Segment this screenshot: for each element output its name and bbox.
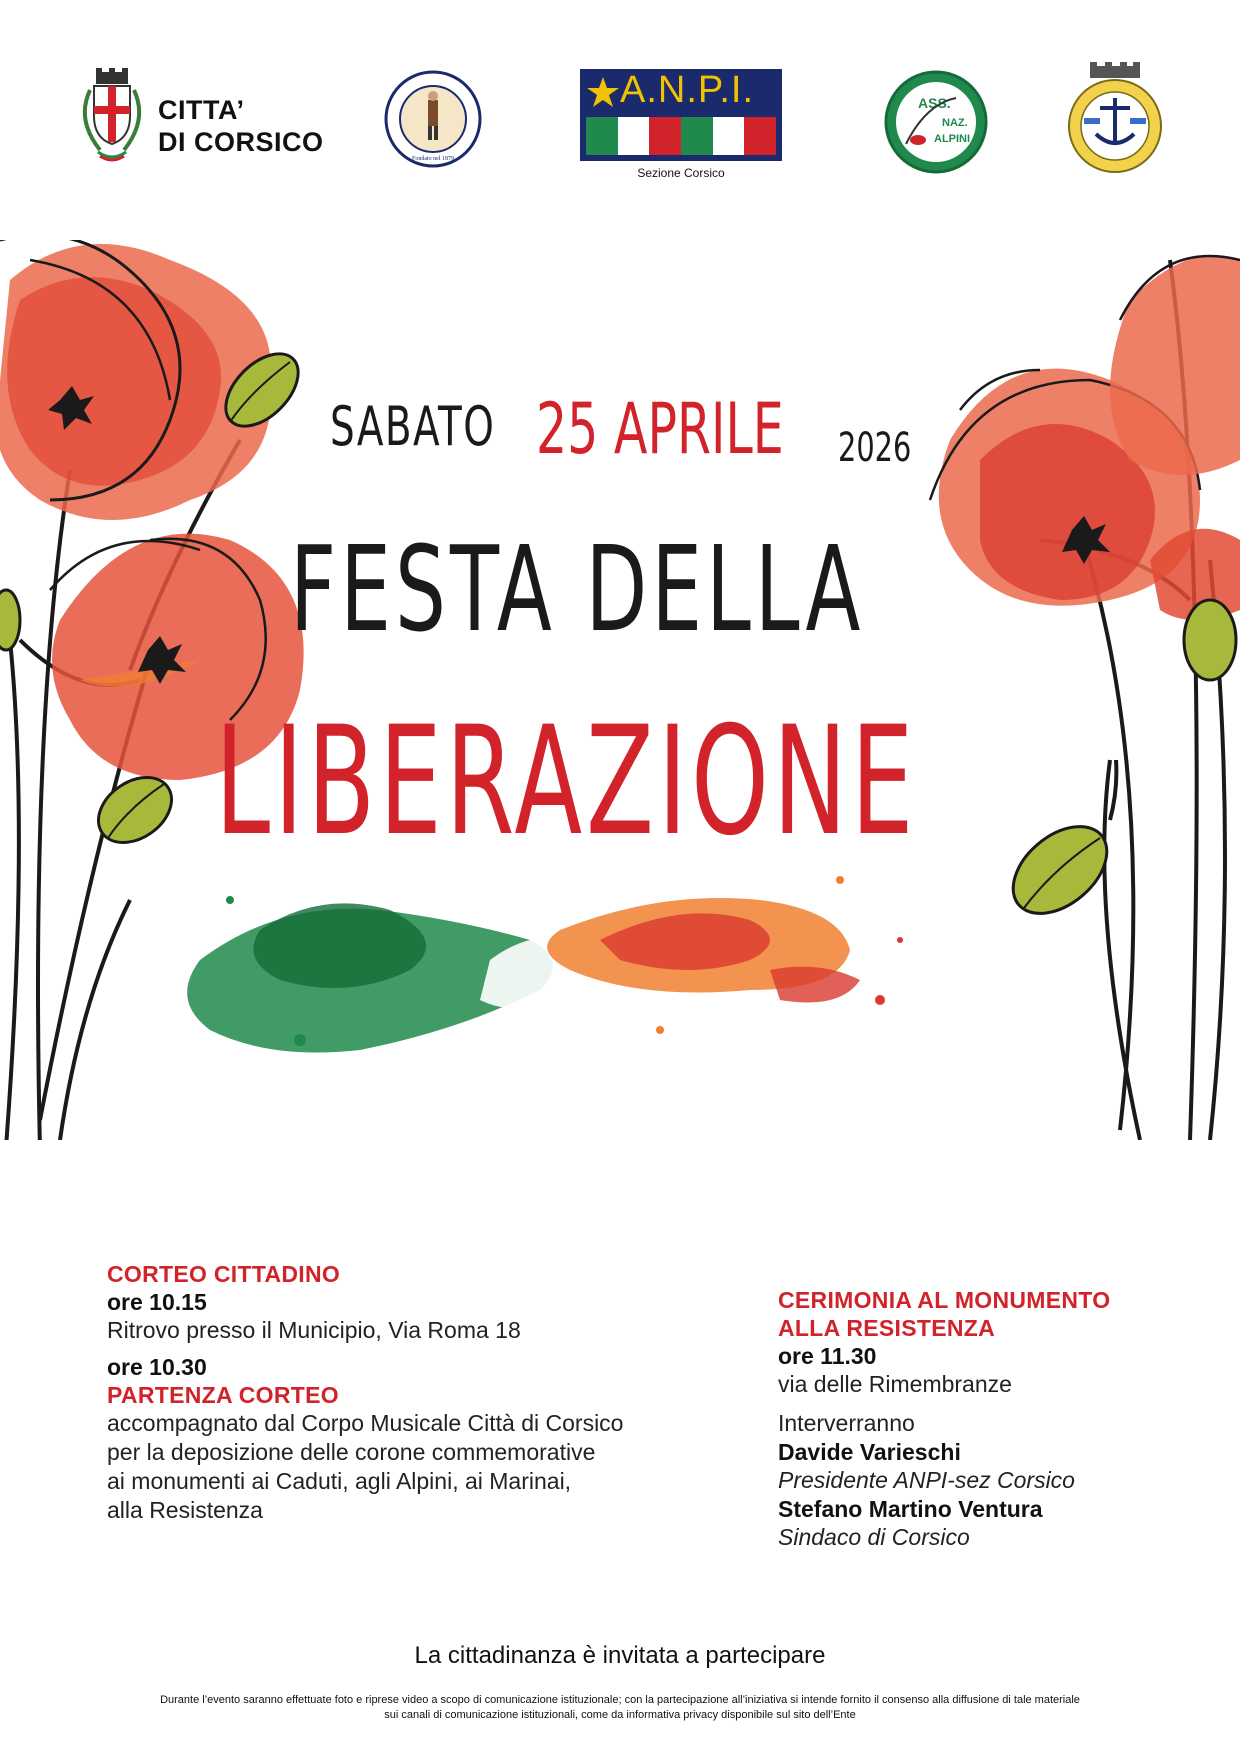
alpini-line1: ASS.: [918, 95, 951, 111]
anpi-label: A.N.P.I.: [620, 69, 755, 111]
city-name-line2: DI CORSICO: [158, 127, 324, 157]
title-line1: FESTA DELLA: [290, 520, 865, 658]
disclaimer-line2: sui canali di comunicazione istituzionali, come da informativa privacy disponibile sul sito dell’Ente: [384, 1709, 856, 1721]
bud-right-edge: [1184, 600, 1236, 680]
program-right: [778, 1286, 1198, 1552]
event-year: 2026: [838, 425, 912, 471]
poppies-illustration: [0, 240, 1240, 1140]
speaker2-role: Sindaco di Corsico: [778, 1524, 970, 1550]
speakers-intro: Interverranno: [778, 1410, 915, 1436]
tricolor-splash: [187, 876, 903, 1053]
corpo-musicale-founded: Fondato nel 1879: [412, 156, 454, 162]
logos-row: [0, 60, 1240, 190]
city-name: [158, 94, 324, 158]
alpini-line3: ALPINI: [934, 133, 971, 145]
bud-left-edge: [0, 590, 20, 650]
partenza-title: PARTENZA CORTEO: [107, 1382, 339, 1408]
speaker2-name: Stefano Martino Ventura: [778, 1496, 1043, 1522]
event-date-main: 25 APRILE: [536, 388, 784, 470]
corteo-place: Ritrovo presso il Municipio, Via Roma 18: [107, 1317, 521, 1343]
partenza-desc-line1: accompagnato dal Corpo Musicale Città di Corsico: [107, 1410, 624, 1436]
anpi-flag: [586, 117, 776, 155]
corteo-title: CORTEO CITTADINO: [107, 1261, 341, 1287]
partenza-desc-line3: ai monumenti ai Caduti, agli Alpini, ai Marinai,: [107, 1468, 572, 1494]
privacy-disclaimer: [60, 1693, 1180, 1723]
cerimonia-place: via delle Rimembranze: [778, 1371, 1012, 1397]
poppy-right-top: [1110, 255, 1240, 475]
cerimonia-time: ore 11.30: [778, 1343, 877, 1369]
alpini-line2: NAZ.: [942, 117, 968, 129]
speaker1-role: Presidente ANPI-sez Corsico: [778, 1467, 1075, 1493]
corpo-musicale-logo-icon: [384, 70, 482, 168]
anpi-logo: [580, 69, 782, 161]
event-day: SABATO: [330, 395, 496, 458]
alpini-logo-icon: [884, 70, 988, 174]
partenza-time: ore 10.30: [107, 1354, 207, 1380]
corteo-time: ore 10.15: [107, 1289, 207, 1315]
program-left: [107, 1260, 747, 1525]
title-line2: LIBERAZIONE: [215, 695, 918, 869]
city-name-line1: CITTA’: [158, 95, 245, 125]
event-date: [330, 395, 560, 458]
marinai-logo-icon: [1060, 62, 1170, 178]
poppy-left-top: [0, 240, 271, 520]
corsico-crest-icon: [72, 68, 152, 166]
partenza-desc-line2: per la deposizione delle corone commemorative: [107, 1439, 596, 1465]
cerimonia-title-line1: CERIMONIA AL MONUMENTO: [778, 1287, 1111, 1313]
partenza-desc-line4: alla Resistenza: [107, 1497, 263, 1523]
anpi-section: Sezione Corsico: [637, 166, 725, 180]
cerimonia-title-line2: ALLA RESISTENZA: [778, 1315, 996, 1341]
star-icon: [586, 75, 620, 109]
disclaimer-line1: Durante l’evento saranno effettuate foto e riprese video a scopo di comunicazione istituzionale; con la partecipazione all’iniziativa si intende fornito il consenso alla diffusione di tale materiale: [160, 1694, 1080, 1706]
invite-text: La cittadinanza è invitata a partecipare: [414, 1642, 826, 1669]
speaker1-name: Davide Varieschi: [778, 1439, 961, 1465]
